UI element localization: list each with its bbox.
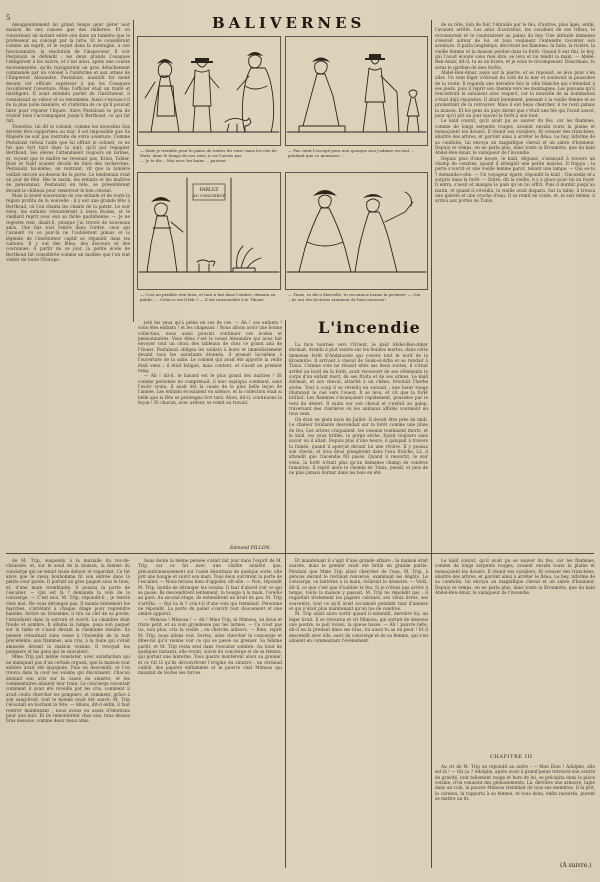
- section-rule: [6, 553, 594, 554]
- column-rule: [431, 20, 432, 868]
- column-right-chapter: Au cri de M. Trip on répondit au autre : — Mon Dieu ! Adolphe, elle est là ! — Où ça ? Adolphe, après avoir à grand'peine retrouvé son centre de gravité, tout tellement rouge et hors de lui, se précipita dans la pièce voisine, d'où venaient des gémissements. Là, derrière une armoire, tapie dans un coin, la pauvre Mimosa tremblait de tous ses membres. Il la prit, la caressa, la rapporta à sa femme, et tous deux, enfin rassurés, purent se mettre au lit.: [435, 764, 595, 802]
- column-left-bottom: de M. Trip, suspendu à la muraille du rez-de-chaussée, et, sur le seuil de la maison, la femme du concierge qui se tenait toute debout et regardait. Ce fut alors que le vieux bonhomme fit son entrée dans la petite cour pavée. Il portait un gros paquet sous le bras, et, d'une main tremblante, il poussa la porte de l'escalier. — Qui est là ? demanda la voix de la concierge. — C'est moi, M. Trip, répondit-il ; je rentre chez moi. Ne vous dérangez pas. Il monta lentement les marches, s'arrêtant à chaque étage pour reprendre haleine. Arrivé au troisième, il tira sa clef de sa poche, l'introduisit dans la serrure et ouvrit. La chambre était froide et sombre. Il alluma la lampe, posa son paquet sur la table et s'assit devant la cheminée éteinte. Sa pensée retournait sans cesse à l'incendie de la nuit précédente, aux flammes, aux cris, à la foule qui s'était amassée devant la maison voisine. Il revoyait les pompiers et les gens qui se sauvaient. Mme Trip put même constater, avec satisfaction qui ne manquait pas d'un certain orgueil, que la maison tout entière avait été épargnée. Puis on descendit, et l'on trouva dans la cour les voisins qui discutaient. Chacun donnait son avis sur la cause du sinistre, et les commentaires allaient leur train. Le concierge racontait comment il avait été réveillé par les cris, comment il avait couru chercher les pompiers, et comment, grâce à son sang-froid, tout le monde avait été sauvé. M. Trip l'écoutait en hochant la tête. — Allons, dit-il enfin, il faut rentrer maintenant ; nous avons eu assez d'émotions pour une nuit. Et ils remontèrent chez eux, bras dessus bras dessous, comme deux vieux amis.: [6, 558, 130, 724]
- continuation-note: (A suivre.): [560, 862, 592, 869]
- column-mid-article: La face tournée vers l'Orient, le kaïd Abdel-Ben-Amar dormait, étendu à plat ventre sur les feuilles mortes, dans cette immense forêt d'Andalousie qui couvre tout le nord de la Kroumirie. Il arrivait à cheval de Souk-el-Arba et se rendait à Tunis. Comme voie ne réussit elles ses deux routes, il s'était arrêté au bord de la forêt, avait recouvert de ses vêtements le corps d'un enfant mort, de ses fruits et de ses armes. Le kaïd dormait, et son cheval, attaché à un chêne, broutait l'herbe sèche. Tout à coup il se réveilla en sursaut ; une lueur rouge illuminait le ciel vers l'ouest. Il se leva, et vit que la forêt brûlait. Les flammes s'avançaient rapidement, poussées par le vent du désert. Il sauta sur son cheval et s'enfuit au galop, traversant des clairières où les animaux affolés couraient en tous sens. On était en plein mois de Juillet. Il devait être près de midi. Le chaleur fondante descendait sur la forêt comme une pluie de feu. Les arbres craquaient, les oiseaux tombaient morts, et le kaïd, les yeux brûlés, la gorge sèche, fuyait toujours sans savoir où il allait. Depuis plus d'une heure, il galopait à travers la fumée, quand il aperçut devant lui une rivière. Il y poussa son cheval, et tous deux plongèrent dans l'eau fraîche. Là, il attendit que l'incendie fût passé. Quand il ressortit, le soir venu, la forêt n'était plus qu'un immense champ de cendres fumantes. Il reprit alors le chemin de Tunis, pensif, et jura de ne plus jamais dormir dans les bois en été.: [289, 342, 428, 476]
- paragraph: Toutefois, lui dit le colonel, comme les nouvelles fois doivent être rapportées au tsar, il est impossible que Sa Majesté ne soit pas instruite de votre aventure. Comme Pestalozzi refusa l'aide que lui offrait le colonel, ce ne fut que fort tard dans la nuit, qu'il put regagner Berthoud. Ses élèves l'attendaient toujours en larmes, et, voyant que le maître ne revenait pas, Krüsi, Tobler, Buss et Naëf avaient décidé de faire des recherches. Pestalozzi lui-même, en rentrant, vit que la lumière veillait encore au-dessus de la porte. Le lendemain était un jour de fête. Dès le matin, les enfants et les maîtres de pensionnat, Pestalozzi en tête, se présentèrent devant le château pour remercier le bon colonel.: [6, 123, 130, 193]
- caption-top-left: — Mais je tremble pour le piano de toutes les rues! mais les cris de Paris, dans le temps de nos rues, je ne l'avons pas. — Je te dis... Moi avec les bains ... partout.: [140, 148, 277, 163]
- article-title: L'incendie: [318, 318, 421, 337]
- column-mid-top: jeté les yeux qu'à peine en ces de ces. — Ah ! ces enfants ! vous êtes enfants ! et les chapeaux ! Nous allons avoir une bonne collection, nous aussi pouvait continuer ces écoles et pensionnaires. Vous dites c'est le nouel Alexandre qui nous fait envoyer tout un choix des tableaux de chez ce grand ami de l'Ouest. Pestalozzi obligea les soldats à boire et immédiatement devant tous les assistants étonnés, il prenait lui-même à l'ouverture de la salle. Le colonel qui avait été apporté la veille était venu ; il était fatigué, mais content, et s'assit au premier rang. — Ah ! dit-il, le hasard est le plus grand des maîtres ! Et comme personne ne comprenait, il leur expliqua comment, sans l'avoir voulu, il avait été la cause de la plus belle leçon de l'année. Les enfants écoutaient en silence, et la collection était si belle que la fête se prolongea fort tard. Alors, dit-il, continuons la leçon ! Et chacun, avec ardeur, se remit au travail.: [138, 320, 282, 406]
- cartoon-panel-bottom-right: [285, 172, 428, 290]
- column-midright-bottom: Et maintenant il s'agit d'une grande affaire : la maison était sauvée, mais le grenier avait été brûlé en grande partie. Pendant que Mme Trip allait chercher de l'eau, M. Trip, à genoux devant le réchaud renversé, examinait les dégâts. Le concierge, sa lanterne à la main, éclairait le désastre. — Voilà, dit-il, ce que c'est que d'oublier le feu. Si je n'étais pas arrivé à temps, toute la maison y passait. M. Trip ne répondit pas ; il regardait tristement les papiers calcinés, ses vieux livres, ses souvenirs, tout ce qu'il avait accumulé pendant tant d'années et qui n'était plus maintenant qu'un tas de cendres. M. Trip allait alors sortir quand il entendit, derrière lui, un léger bruit. Il se retourna et vit Mimosa, qui sortait de dessous une poutre, le poil roussi, la queue basse. — Ah ! pauvre bête, dit-il en la prenant dans ses bras, toi aussi tu as eu peur ! Et il descendit avec elle, suivi du concierge et de sa femme, qui s'en allaient en commentant l'événement.: [289, 558, 428, 644]
- caption-bottom-right: — Tiens, tu dis a Marcelle, tu reconnois bonne la premier! — Oui ...ils ont des lectures vraiment de bien nouveau!: [288, 292, 421, 302]
- cartoon-panel-top-right: [285, 36, 428, 146]
- column-rule: [133, 20, 134, 322]
- chapter-heading: CHAPITRE III: [490, 754, 533, 760]
- paragraph: Mais la bonté souveraine de ces enfants et de toute la région profita de la nouvelle : il y eut une grande fête à Berthoud, où l'on chanta les chants de la patrie. Le soir venu, les enfants retournèrent à leurs études, et le vieillard reprit avec eux sa tâche quotidienne. — Je ne regrette rien, disait-il, puisque j'ai trouvé de nouveaux amis. Une fois tout rentré dans l'ordre, ceux qui l'avaient vu ce jour-là ne l'oublièrent jamais et la légende de l'instituteur captif se répandit dans les cantons. Il y eut des fêtes, des discours et des couronnes. À partir de ce jour, la petite école de Berthoud fut considérée comme un modèle que l'on vint visiter de toute l'Europe.: [6, 193, 130, 263]
- page-number: 5: [6, 14, 11, 22]
- column-left-top: [6, 22, 130, 322]
- paragraph: désappointement lui grand temps pour gérer leur maison de nos caisses que des railleries. Et on concernant un instant entre son dans un lumière que le professeur au concept par la lutte. Et le considérant comme un esprit, et le voyait dans la montagne, à son fonctionnaire, la résolution de l'inspecteur. Il voir Pestalozzi le défendit ; les deux grands Cosaques l'obligèrent à les suivre, et c'est ainsi, après une course mouvementée, qu'ils rejoignirent un gros détachement commandé par un colonel à l'uniforme et aux armes de l'Empereur Alexandre. Pestalozzi, aussitôt fut mené devant cet officier supérieur à qui les Cosaques racontèrent l'aventure. Mais l'officier était un traité et intelligent. Il avait entendu parler de l'instituteur, il connaissait sa valeur et sa renommée. Aussi s'excusa-t-il de la plus polie manière, et s'informa de ce qu'il pouvait faire pour réparer l'injure. Alors Pestalozzi le pria de vouloir bien l'accompagner jusqu'à Berthoud, ce qui fut fait.: [6, 22, 130, 124]
- feature-title: BALIVERNES: [212, 14, 366, 32]
- svg-text:AU CONCIERGE: AU CONCIERGE: [192, 193, 226, 198]
- article-signature: Edmond PILLON.: [230, 546, 271, 551]
- column-rule: [285, 320, 286, 868]
- column-mid-bottom: Sans doute la même pensée s'était fait jour dans l'esprit de M. Trip, car ce fut avec une visible anxiété que, précautionneusement sur l'asile désormais de quelque sorte, elle prit une bougie et suivit son mari. Tous deux ouvrirent la porte de l'escalier. — Nous ferions bien d'appeler, dit-elle. — Non, répondit M. Trip, inutile de déranger les voisins. Il faut d'abord voir ce qui se passe. Ils descendirent lentement, la bougie à la main, l'oreille au guet. Au second étage, ils entendirent un bruit de pas. M. Trip s'arrêta. — Qui va là ? cria-t-il d'une voix qui tremblait. Personne ne répondit. La porte du palier s'ouvrit tout doucement et une ombre apparut. — Mimosa ! Mimosa ! — Ah ! Mme Trip, ni Mimosa, un doux et triste petit, et sa voix grondeuse par les larmes. — Ce n'est pas toi, non plus, cria la vieille ; on cherche ailleurs. — Bien, reprit M. Trip, nous allons voir. Sortez, allez chercher le concierge et dites-lui qu'il vienne voir ce qui se passe au grenier. Sa femme partit, et M. Trip resta seul dans l'escalier sombre. Au bout de quelques instants, elle revint, suivie du concierge et de sa femme, qui portait une lanterne. Tous quatre montèrent alors au grenier, et ce fut là qu'ils découvrirent l'origine du sinistre : un réchaud oublié, des papiers enflammés et le pauvre chat Mimosa qui miaulait de toutes ses forces.: [138, 558, 282, 676]
- caption-bottom-left: — Cest un pénible rien bien, et tant à fait dans l'ombre, demain en public, ... Celui-ci est-il fait ? — Il est raisonnable à la Tihoné.: [140, 292, 276, 302]
- cartoon-panel-bottom-left: [137, 172, 281, 290]
- cartoon-panel-top-left: [137, 36, 281, 146]
- caption-top-right: — Pas venir l'occupé pour moi quoique moi j'admire en tout ... pendant que ce monsieur ...: [288, 148, 415, 158]
- column-right-bottom: Le kaïd courut, qu'il avait pu se sauver du feu, car les flammes, comme de longs serpents rouges, avaient envahi toute la plaine et menaçaient les douars. Il réunit ses cavaliers, fit creuser des tranchées, abattre des arbres, et parvint ainsi à arrêter le fléau. Le bey, informé de sa conduite, lui envoya un magnifique cheval et un sabre d'honneur. Depuis ce temps, on ne parla plus, dans toute la Kroumirie, que du kaïd Abdel-Ben-Amar, le vainqueur de l'incendie.: [435, 558, 595, 596]
- sign-text: PARLEZ: [199, 188, 219, 193]
- column-right-top: de sa tête, loin de fuir, l'ébranlé par le feu, d'autres, plus âgés, enfin, l'avaient arrêté. Les amis d'autrefois, les cavaliers de ses tribus, le reconnurent et le conduisirent au palais du bey. Une altitude immense s'élevait autour de lui, et tous voulaient l'entendre raconter son aventure. Il parla longtemps, décrivant les flammes, la fuite, la rivière, la vieille femme et la maison perdue dans la forêt. Quand il eut fini, le bey, qui l'avait écouté sans rien dire, se leva et lui tendit la main. — Abdel-Ben-Amar, dit-il, tu es un brave, et je veux te récompenser. Désormais, tu seras le gardien de mes forêts. Abdel-Ben-Amar, assis sur la pierre, et se reposait, se leva pour s'en aller. Un vent léger s'élevait du côté de la mer et soulevait la poussière de la route. Il regarda une dernière fois la ville blanche qui s'étendait à ses pieds, puis il reprit son chemin vers les montagnes. Les paysans qu'il rencontrait le saluaient avec respect, car la nouvelle de sa nomination s'était déjà répandue. Il allait lentement, pensant à la vieille femme et se promettant de la retrouver. Mais il eut beau chercher, il ne revit jamais la maison. Et les gens du pays dirent que c'était une fée qui l'avait sauvé, pour qu'il pût un jour sauver la forêt à son tour. Le kaïd courut, qu'il avait pu se sauver du feu, car les flammes, comme de longs serpents rouges, avaient envahi toute la plaine et menaçaient les douars. Il réunit ses cavaliers, fit creuser des tranchées, abattre des arbres, et parvint ainsi à arrêter le fléau. Le bey, informé de sa conduite, lui envoya un magnifique cheval et un sabre d'honneur. Depuis ce temps, on ne parla plus, dans toute la Kroumirie, que du kaïd Abdel-Ben-Amar, le vainqueur de l'incendie. Depuis plus d'une heure, le kaïd, déguisé, s'avançait à travers un champ de cendres, quand il atteignit une petite maison. Il frappa ; la porte s'ouvrit et une vieille femme parut, tenant une lampe. — Qui es-tu ? demanda-t-elle. — Un voyageur égaré, répondit le kaïd ; l'incendie m'a surpris dans la forêt. — Entre, dit la vieille, il y a place pour toi au foyer. Il entra, s'assit et mangea le pain qu'on lui offrit. Puis il dormit jusqu'au matin, et quand il s'éveilla, la vieille avait disparu. Sur la table, il trouva une galette et une cruche d'eau. Il se remit en route, et, le soir même, il arriva aux portes de Tunis.: [435, 22, 595, 204]
